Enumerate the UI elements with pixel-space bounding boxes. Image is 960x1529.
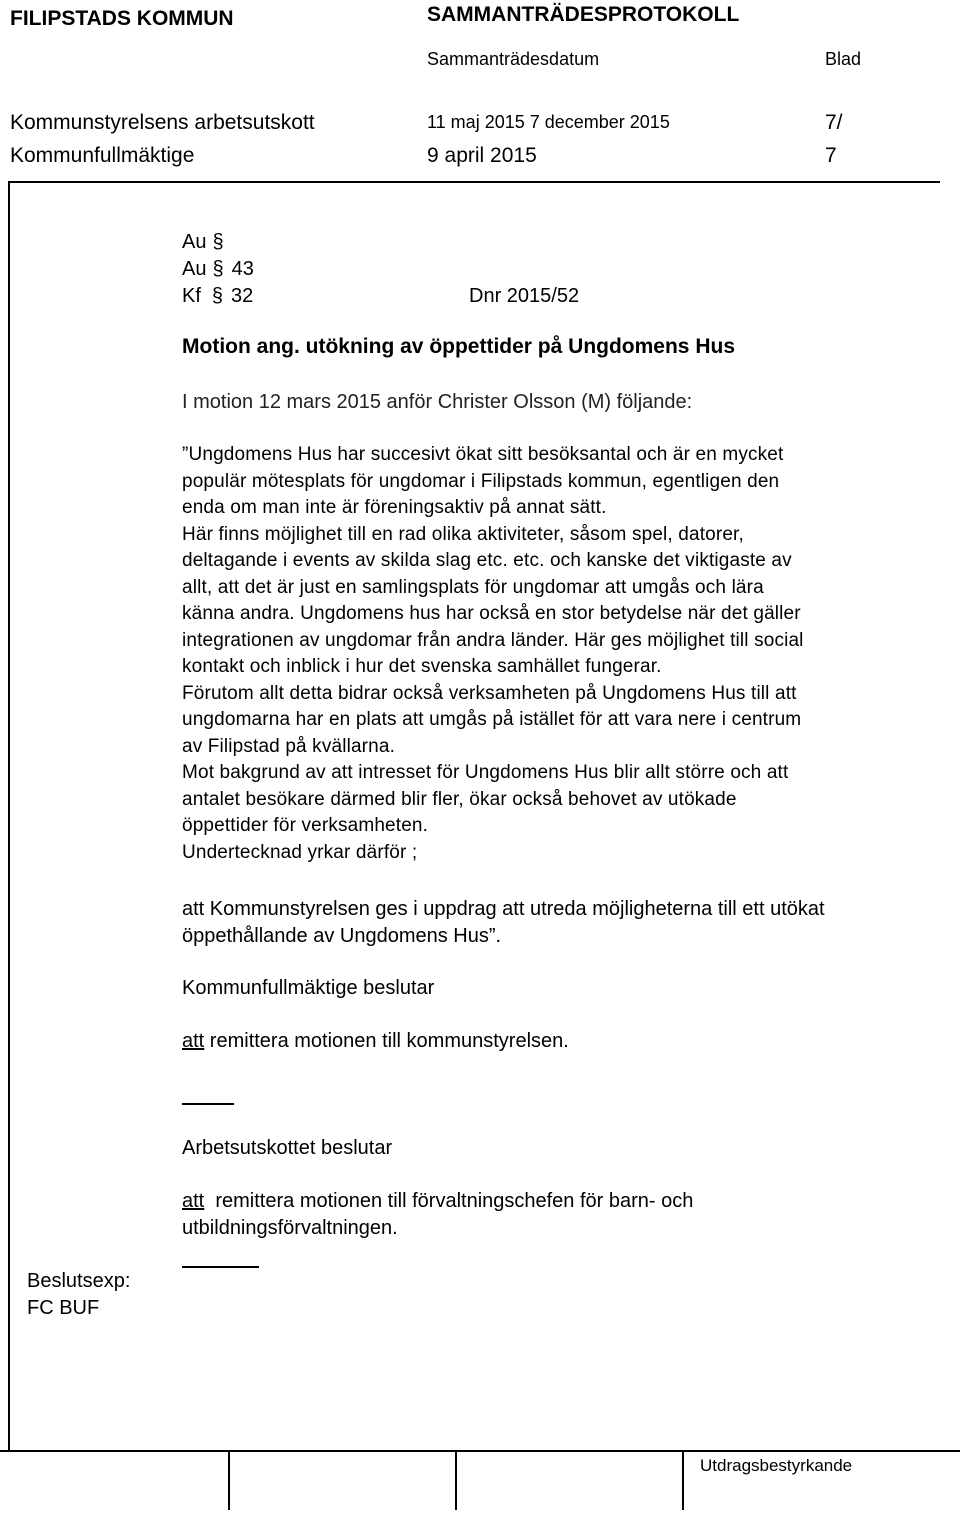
quote-line: av Filipstad på kvällarna. xyxy=(182,735,396,757)
ref-au-2-prefix: Au xyxy=(182,258,207,280)
au-decision-heading: Arbetsutskottet beslutar xyxy=(182,1137,393,1159)
section-sign-icon: § xyxy=(212,258,224,280)
ref-au-2-number: 43 xyxy=(231,258,254,280)
signature-box-divider xyxy=(455,1450,457,1510)
ref-kf-prefix: Kf xyxy=(182,285,201,307)
municipality-name: FILIPSTADS KOMMUN xyxy=(10,7,234,30)
header-body-au: Kommunstyrelsens arbetsutskott xyxy=(10,111,315,134)
proposal-line: öppethållande av Ungdomens Hus”. xyxy=(182,924,502,947)
proposal-line: att Kommunstyrelsen ges i uppdrag att utreda möjligheterna till ett utökat xyxy=(182,898,825,920)
quote-line: enda om man inte är föreningsaktiv på annat sätt. xyxy=(182,497,607,518)
motion-proposal xyxy=(182,896,825,949)
header-dates-au: 11 maj 2015 7 december 2015 xyxy=(427,112,670,132)
signature-box-divider xyxy=(682,1450,684,1510)
quote-line: ”Ungdomens Hus har succesivt ökat sitt besöksantal och är en mycket xyxy=(182,444,784,465)
quote-line: deltagande i events av skilda slag etc. etc. och kanske det viktigaste av xyxy=(182,550,792,571)
date-label: Sammanträdesdatum xyxy=(427,49,600,69)
case-title: Motion ang. utökning av öppettider på Ungdomens Hus xyxy=(182,335,735,358)
beslutsexp-recipients: FC BUF xyxy=(27,1297,100,1319)
quote-line: antalet besökare därmed blir fler, ökar också behovet av utökade xyxy=(182,788,737,810)
utdragsbestyrkande-label: Utdragsbestyrkande xyxy=(700,1456,853,1475)
motion-quote xyxy=(182,442,804,866)
frame-left-border xyxy=(8,181,10,1451)
au-decision-line-2: utbildningsförvaltningen. xyxy=(182,1216,398,1239)
section-sign-icon: § xyxy=(211,285,224,307)
header-dates-kf: 9 april 2015 xyxy=(427,144,537,167)
au-decision-line-1: remittera motionen till förvaltningschefen för barn- och xyxy=(204,1190,694,1212)
quote-line: Förutom allt detta bidrar också verksamheten på Ungdomens Hus till att xyxy=(182,682,797,704)
separator-line xyxy=(182,1103,234,1105)
ref-au-1-prefix: Au xyxy=(182,231,207,253)
kf-decision xyxy=(182,1028,569,1055)
quote-line: öppettider för verksamheten. xyxy=(182,815,429,836)
frame-top-border xyxy=(8,181,940,183)
header-page-au: 7/ xyxy=(825,111,843,134)
ref-kf xyxy=(182,283,253,310)
header-body-kf: Kommunfullmäktige xyxy=(10,144,195,167)
diary-number: Dnr 2015/52 xyxy=(469,285,580,307)
header-page-kf: 7 xyxy=(825,144,837,167)
quote-line: känna andra. Ungdomens hus har också en stor betydelse när det gäller xyxy=(182,603,801,624)
signature-box-divider xyxy=(228,1450,230,1510)
page-label: Blad xyxy=(825,49,862,69)
quote-line: kontakt och inblick i hur det svenska samhället fungerar. xyxy=(182,656,662,677)
kf-decision-heading: Kommunfullmäktige beslutar xyxy=(182,977,435,999)
section-sign-icon: § xyxy=(212,231,224,253)
au-decision-att: att xyxy=(182,1190,205,1212)
quote-line: Undertecknad yrkar därför ; xyxy=(182,841,418,863)
quote-line: populär mötesplats för ungdomar i Filipstads kommun, egentligen den xyxy=(182,470,780,492)
kf-decision-text: remittera motionen till kommunstyrelsen. xyxy=(204,1030,569,1052)
ref-kf-number: 32 xyxy=(231,285,254,307)
quote-line: integrationen av ungdomar från andra länder. Här ges möjlighet till social xyxy=(182,629,804,651)
ref-au-1 xyxy=(182,229,232,256)
separator-line xyxy=(182,1266,259,1268)
quote-line: Här finns möjlighet till en rad olika aktiviteter, såsom spel, datorer, xyxy=(182,523,744,545)
motion-intro: I motion 12 mars 2015 anför Christer Olsson (M) följande: xyxy=(182,391,693,413)
quote-line: allt, att det är just en samlingsplats för ungdomar att umgås och lära xyxy=(182,576,764,598)
kf-decision-att: att xyxy=(182,1030,205,1052)
ref-au-2 xyxy=(182,256,254,283)
document-type: SAMMANTRÄDESPROTOKOLL xyxy=(427,3,740,26)
frame-bottom-border xyxy=(0,1450,960,1452)
au-decision xyxy=(182,1188,693,1241)
quote-line: ungdomarna har en plats att umgås på istället för att vara nere i centrum xyxy=(182,709,802,730)
beslutsexp-label: Beslutsexp: xyxy=(27,1270,131,1292)
quote-line: Mot bakgrund av att intresset för Ungdomens Hus blir allt större och att xyxy=(182,762,789,783)
